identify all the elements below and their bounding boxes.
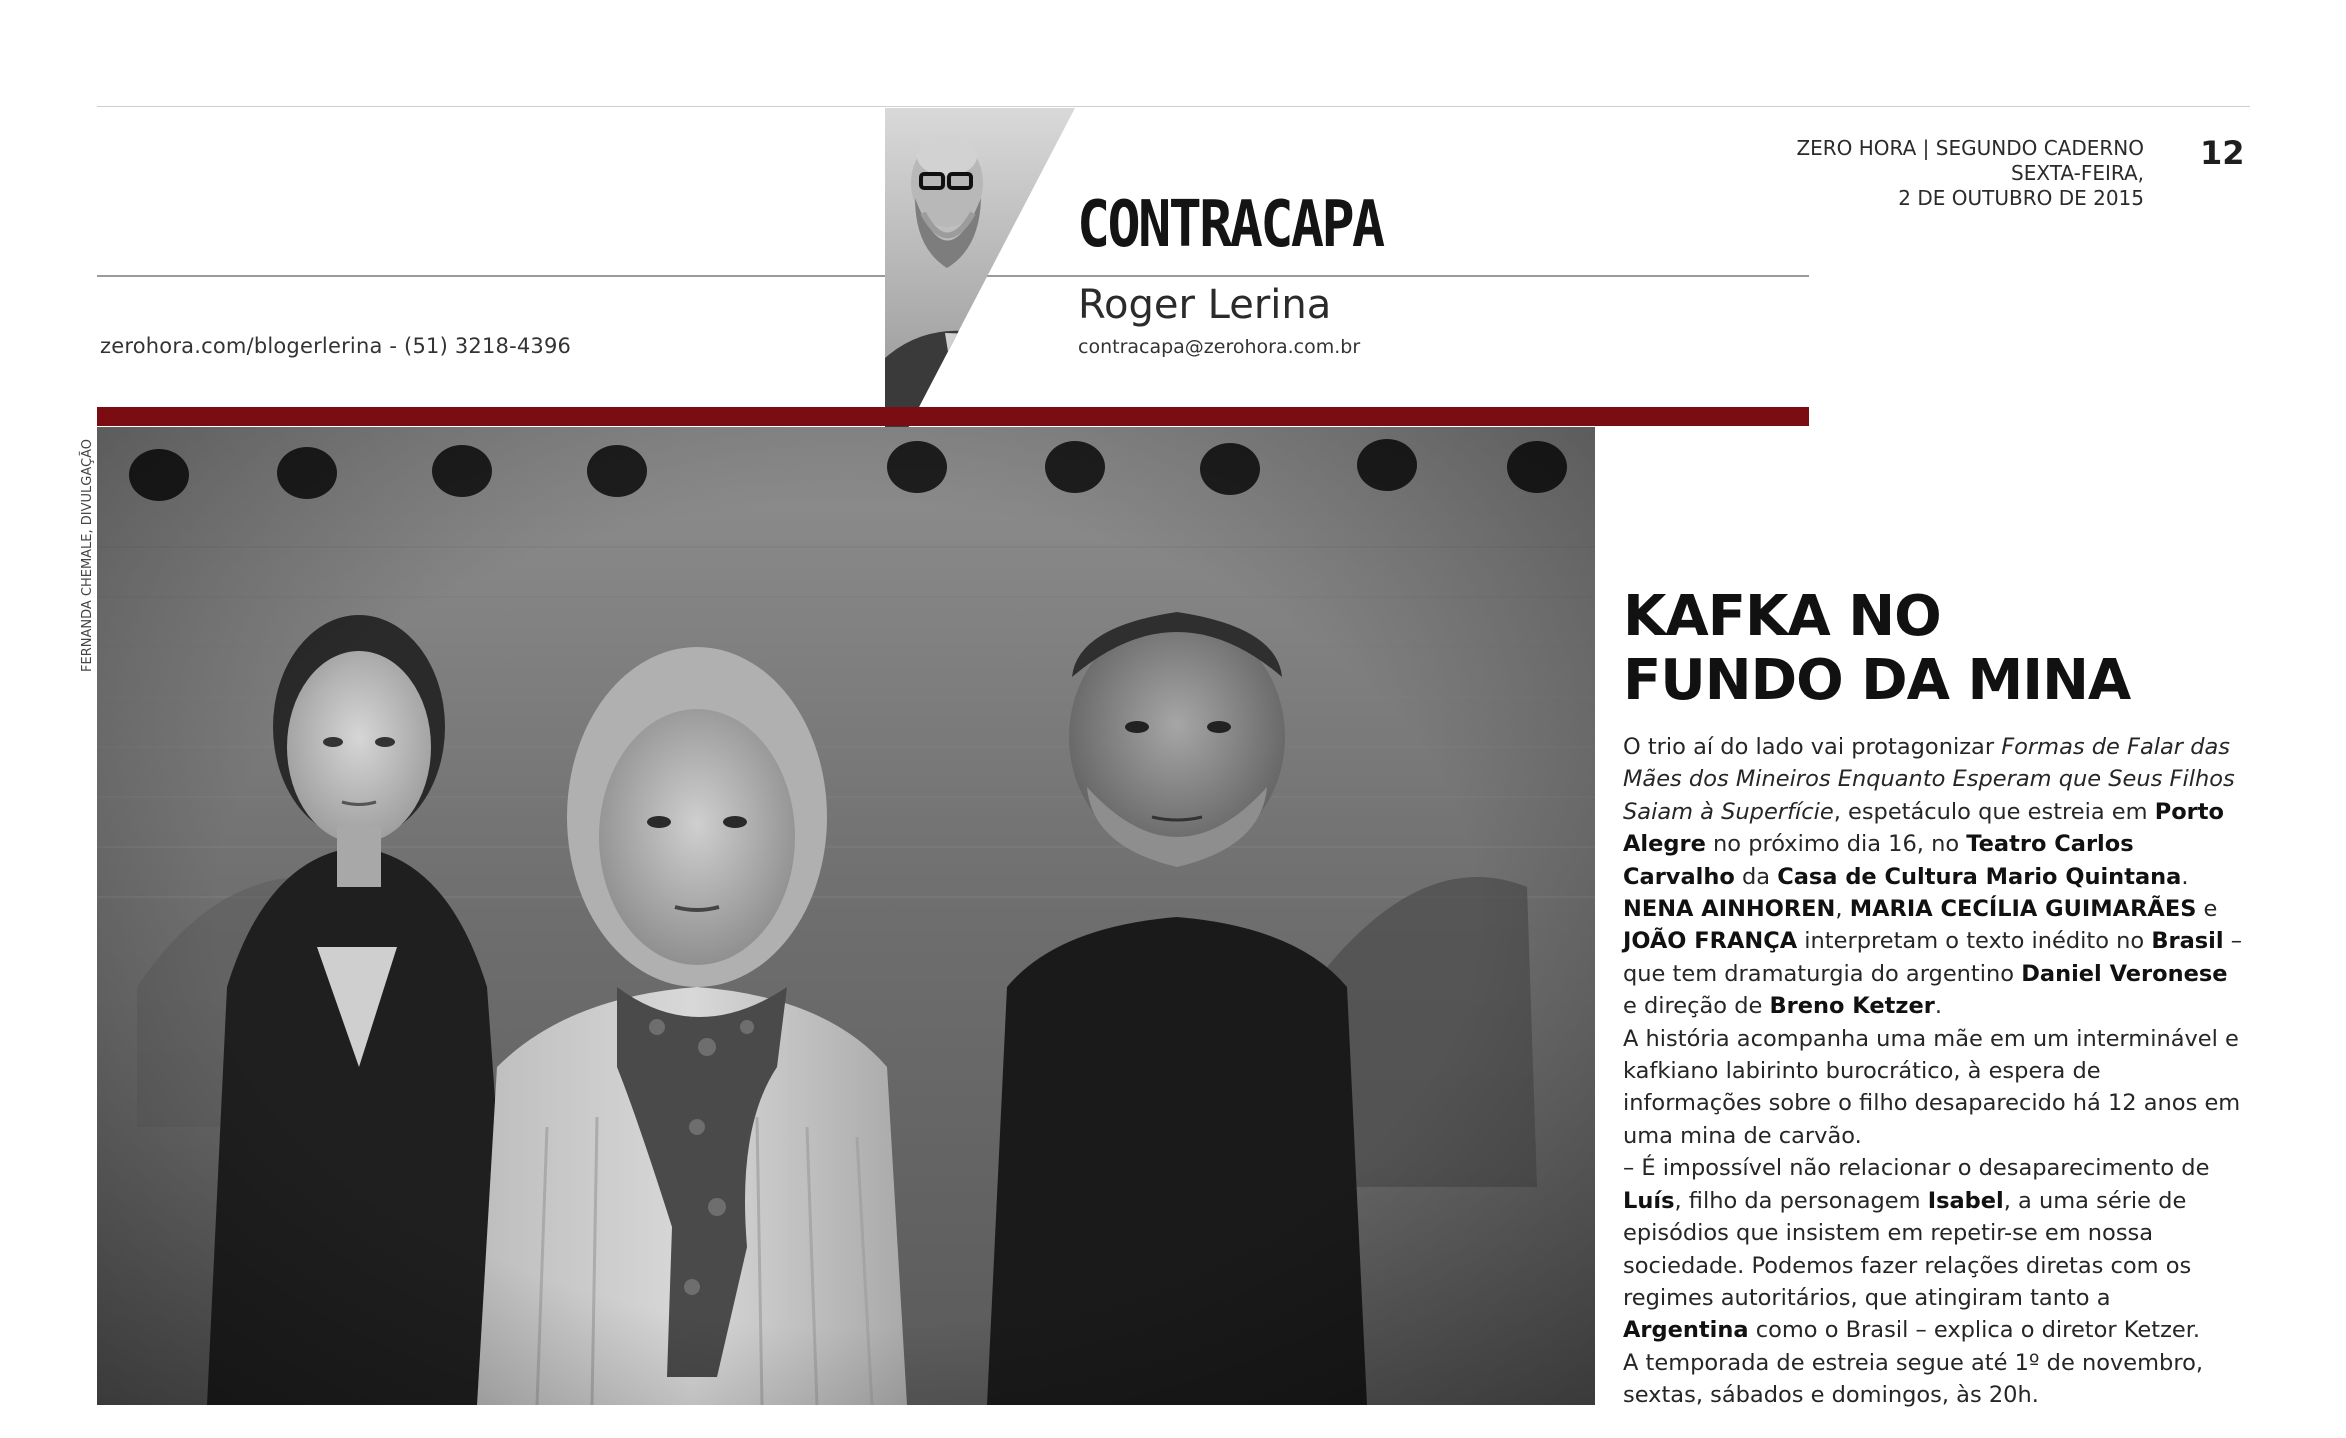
page-number: 12 xyxy=(2200,134,2245,172)
text-run: no próximo dia 16, no xyxy=(1705,831,1967,858)
publication-name: ZERO HORA | SEGUNDO CADERNO xyxy=(1796,136,2144,160)
cast-member: NENA AINHOREN xyxy=(1623,896,1836,923)
blog-contact: zerohora.com/blogerlerina - (51) 3218-4396 xyxy=(100,334,572,358)
text-run: , xyxy=(1835,896,1850,923)
article-quote xyxy=(1623,1152,2243,1346)
cast-member: MARIA CECÍLIA GUIMARÃES xyxy=(1849,896,2197,923)
headline-line-2: FUNDO DA MINA xyxy=(1623,648,2131,713)
text-run: interpretam o texto inédito no xyxy=(1797,928,2152,955)
article-paragraph: A história acompanha uma mãe em um interminável e kafkiano labirinto burocrático, à espera de informações sobre o filho desaparecido há 12 anos em uma mina de carvão. xyxy=(1623,1025,2241,1149)
publication-weekday: SEXTA-FEIRA, xyxy=(2011,161,2144,185)
masthead-top-rule xyxy=(97,106,2250,107)
publication-info xyxy=(1700,136,2144,211)
character-name: Isabel xyxy=(1927,1187,2004,1214)
article-headline xyxy=(1623,585,2130,713)
text-run: – que tem dramaturgia do argentino xyxy=(1623,928,2242,987)
text-run: e direção de xyxy=(1623,993,1770,1020)
article-paragraph: A temporada de estreia segue até 1º de novembro, sextas, sábados e domingos, às 20h. xyxy=(1623,1349,2204,1409)
text-run: . xyxy=(1934,993,1942,1020)
text-run: , espetáculo que estreia em xyxy=(1833,798,2155,825)
columnist-portrait xyxy=(885,108,1075,453)
text-run: e xyxy=(2196,896,2218,923)
director-name: Breno Ketzer xyxy=(1769,993,1935,1020)
cast-member: JOÃO FRANÇA xyxy=(1623,928,1798,955)
venue-name: Teatro Carlos Carvalho xyxy=(1623,831,2134,890)
article-paragraph xyxy=(1623,731,2243,1023)
text-run: – É impossível não relacionar o desaparecimento de xyxy=(1623,1155,2210,1182)
text-run: como o Brasil – explica o diretor Ketzer. xyxy=(1748,1317,2201,1344)
country-name: Argentina xyxy=(1623,1317,1749,1344)
text-run: , a uma série de episódios que insistem em repetir-se em nossa sociedade. Podemos fazer relações diretas com os regimes autoritários, que atingiram tanto a xyxy=(1623,1187,2192,1311)
playwright-name: Daniel Veronese xyxy=(2021,960,2228,987)
headline-line-1: KAFKA NO xyxy=(1623,584,1941,649)
cast-photo xyxy=(97,427,1595,1405)
section-title: CONTRACAPA xyxy=(1077,188,1383,262)
section-accent-bar xyxy=(97,407,1809,426)
city-name: Porto Alegre xyxy=(1623,798,2224,858)
text-run: , filho da personagem xyxy=(1674,1187,1928,1214)
text-run: O trio aí do lado vai protagonizar xyxy=(1623,734,2002,760)
columnist-name: Roger Lerina xyxy=(1078,282,1332,328)
venue-house: Casa de Cultura Mario Quintana xyxy=(1777,863,2182,890)
text-run: da xyxy=(1734,863,1778,890)
text-run: . xyxy=(2181,863,2189,890)
character-name: Luís xyxy=(1623,1187,1675,1214)
article-body xyxy=(1623,731,2243,1412)
photo-credit: FERNANDA CHEMALE, DIVULGAÇÃO xyxy=(80,439,95,672)
publication-date: 2 DE OUTUBRO DE 2015 xyxy=(1898,186,2144,210)
columnist-email: contracapa@zerohora.com.br xyxy=(1078,336,1361,358)
play-title: Formas de Falar das Mães dos Mineiros Enquanto Esperam que Seus Filhos Saiam à Superfície xyxy=(1623,734,2235,825)
country-name: Brasil xyxy=(2151,928,2224,955)
